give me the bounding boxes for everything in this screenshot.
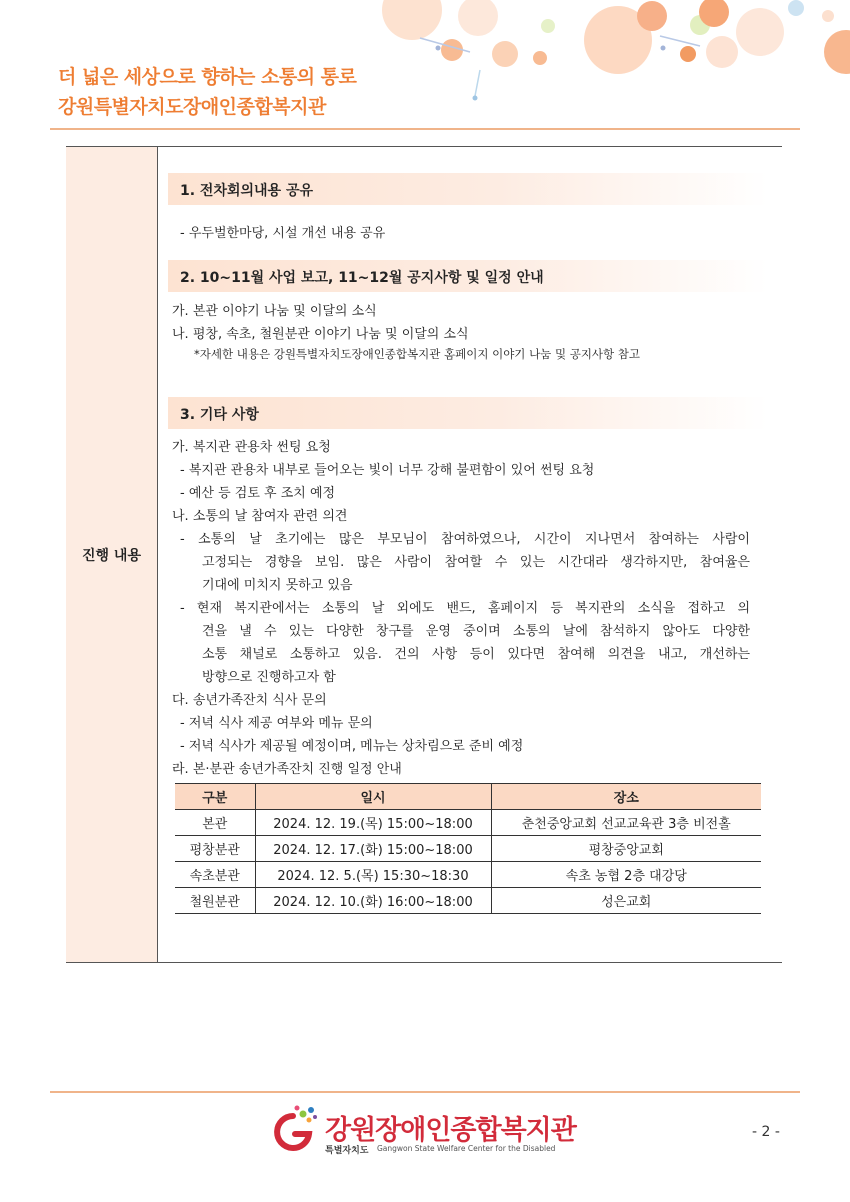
header-slogan: 더 넓은 세상으로 향하는 소통의 통로 — [58, 66, 357, 88]
section-3-line: 고정되는 경향을 보임. 많은 사람이 참여할 수 있는 시간대라 생각하지만, 참여율은 — [202, 555, 750, 570]
section-2-line: 나. 평창, 속초, 철원분관 이야기 나눔 및 이달의 소식 — [172, 327, 469, 342]
logo-subtitle: 특별자치도 — [325, 1146, 369, 1156]
section-3-line: - 저녁 식사가 제공될 예정이며, 메뉴는 상차림으로 준비 예정 — [180, 739, 524, 754]
schedule-header-cell: 장소 — [491, 784, 761, 810]
footer-divider — [50, 1091, 800, 1093]
row-label-cell — [66, 147, 158, 962]
schedule-venue: 속초 농협 2층 대강당 — [491, 862, 761, 888]
footer-logo — [265, 1102, 585, 1162]
schedule-branch: 본관 — [175, 810, 255, 836]
table-row — [175, 810, 761, 836]
row-label: 진행 내용 — [82, 548, 141, 564]
schedule-branch: 철원분관 — [175, 888, 255, 914]
section-1-line: - 우두벌한마당, 시설 개선 내용 공유 — [180, 226, 386, 241]
header-org-name: 강원특별자치도장애인종합복지관 — [58, 96, 326, 118]
section-2-note: *자세한 내용은 강원특별자치도장애인종합복지관 홈페이지 이야기 나눔 및 공지사항 참고 — [194, 347, 641, 361]
section-title: 1. 전차회의내용 공유 — [180, 183, 313, 199]
schedule-header-cell: 일시 — [255, 784, 491, 810]
schedule-branch: 속초분관 — [175, 862, 255, 888]
schedule-header-row — [175, 784, 761, 810]
minutes-table — [66, 146, 782, 963]
section-3-line: 기대에 미치지 못하고 있음 — [202, 578, 353, 593]
logo-name: 강원장애인종합복지관 — [325, 1115, 576, 1146]
section-title: 2. 10~11월 사업 보고, 11~12월 공지사항 및 일정 안내 — [180, 270, 544, 286]
logo-emblem-icon — [265, 1104, 321, 1160]
section-3-line: 나. 소통의 날 참여자 관련 의견 — [172, 509, 348, 524]
header-divider — [50, 128, 800, 130]
section-title: 3. 기타 사항 — [180, 407, 259, 423]
table-row — [175, 836, 761, 862]
section-1-header — [168, 173, 768, 205]
section-3-line: 라. 본·분관 송년가족잔치 진행 일정 안내 — [172, 762, 402, 777]
schedule-venue: 평창중앙교회 — [491, 836, 761, 862]
section-3-line: - 저녁 식사 제공 여부와 메뉴 문의 — [180, 716, 373, 731]
schedule-venue: 춘천중앙교회 선교교육관 3층 비전홀 — [491, 810, 761, 836]
schedule-datetime: 2024. 12. 10.(화) 16:00~18:00 — [255, 888, 491, 914]
section-3-line: 다. 송년가족잔치 식사 문의 — [172, 693, 327, 708]
schedule-table — [175, 783, 761, 914]
section-3-line: - 예산 등 검토 후 조치 예정 — [180, 486, 336, 501]
section-3-line: 소통 채널로 소통하고 있음. 건의 사항 등이 있다면 참여해 의견을 내고, 개선하는 — [202, 647, 750, 662]
schedule-branch: 평창분관 — [175, 836, 255, 862]
section-3-line: - 복지관 관용차 내부로 들어오는 빛이 너무 강해 불편함이 있어 썬팅 요청 — [180, 463, 595, 478]
section-3-line: - 소통의 날 초기에는 많은 부모님이 참여하였으나, 시간이 지나면서 참여하는 사람이 — [180, 532, 750, 547]
section-3-line: 견을 낼 수 있는 다양한 창구를 운영 중이며 소통의 날에 참석하지 않아도 다양한 — [202, 624, 750, 639]
section-2-line: 가. 본관 이야기 나눔 및 이달의 소식 — [172, 304, 377, 319]
section-3-line: 가. 복지관 관용차 썬팅 요청 — [172, 440, 331, 455]
section-3-line: 방향으로 진행하고자 함 — [202, 670, 336, 685]
schedule-datetime: 2024. 12. 17.(화) 15:00~18:00 — [255, 836, 491, 862]
schedule-datetime: 2024. 12. 19.(목) 15:00~18:00 — [255, 810, 491, 836]
table-row — [175, 888, 761, 914]
schedule-venue: 성은교회 — [491, 888, 761, 914]
table-row — [175, 862, 761, 888]
schedule-header-cell: 구분 — [175, 784, 255, 810]
section-3-header — [168, 397, 768, 429]
section-3-line: - 현재 복지관에서는 소통의 날 외에도 밴드, 홈페이지 등 복지관의 소식을 접하고 의 — [180, 601, 750, 616]
page-number: - 2 - — [752, 1124, 780, 1140]
schedule-datetime: 2024. 12. 5.(목) 15:30~18:30 — [255, 862, 491, 888]
logo-english-name: Gangwon State Welfare Center for the Disabled — [377, 1144, 556, 1153]
section-2-header — [168, 260, 768, 292]
